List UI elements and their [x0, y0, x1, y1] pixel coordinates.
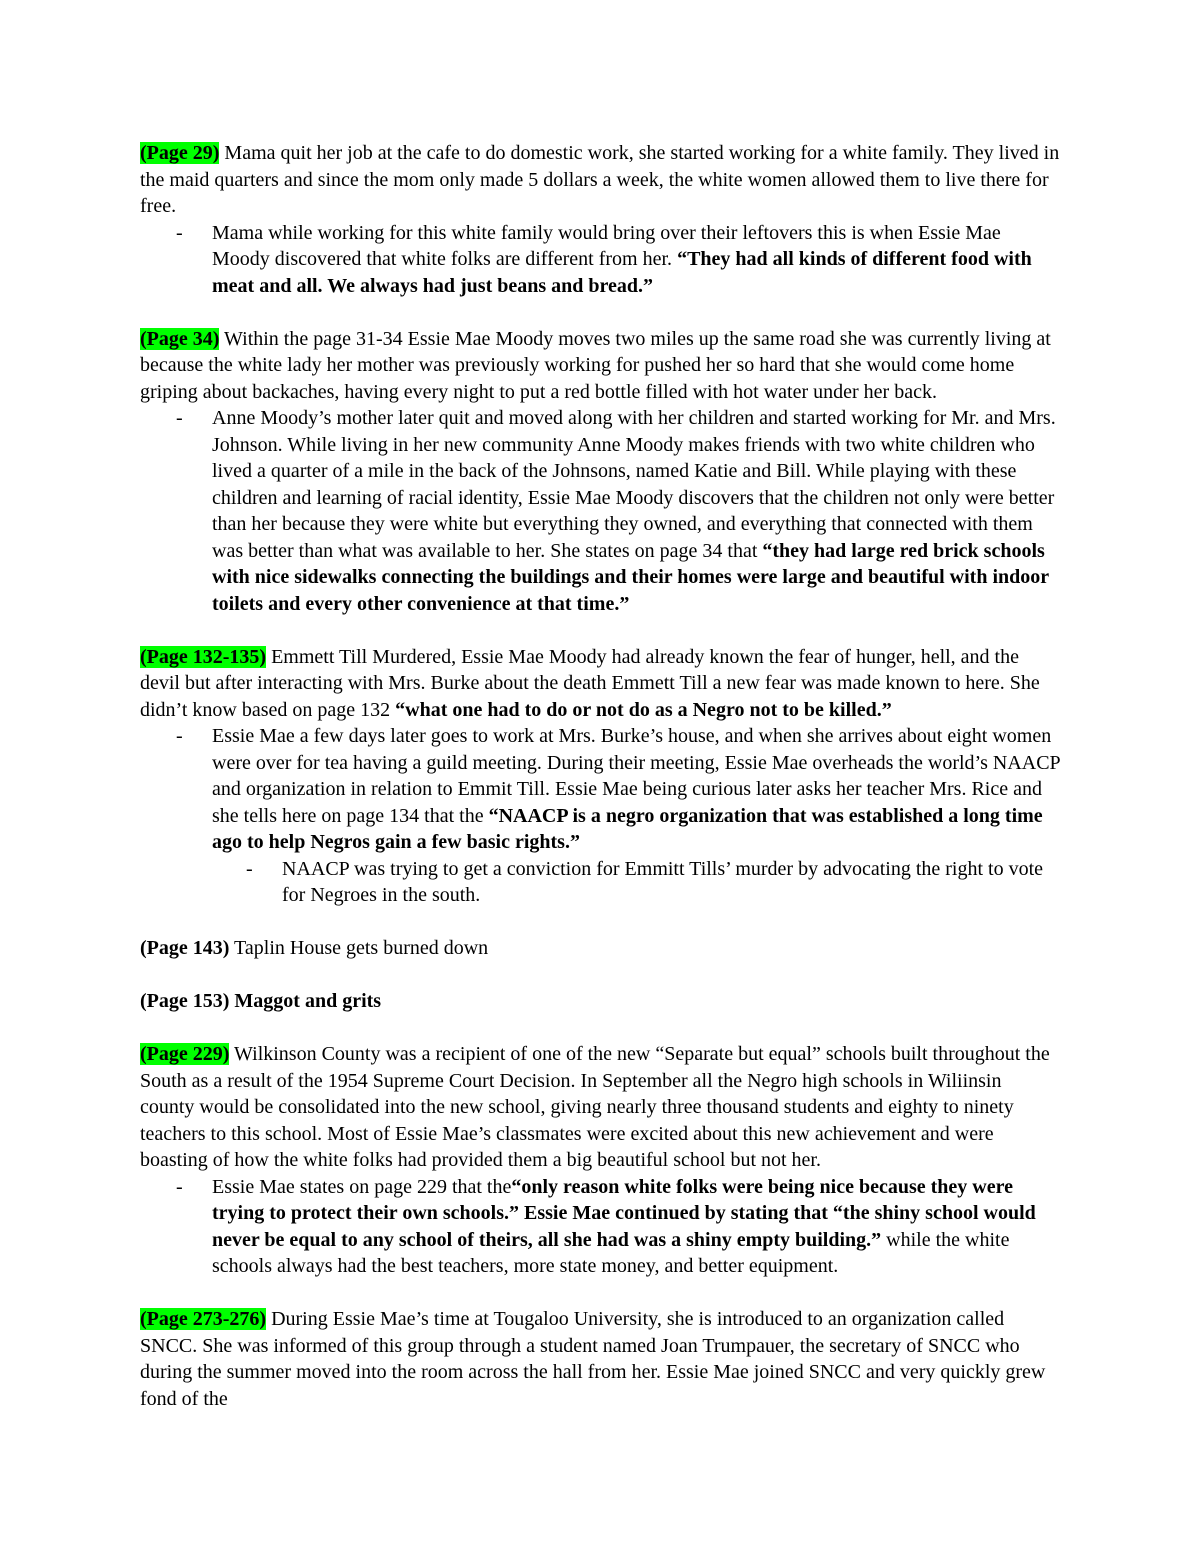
- paragraph-text: Taplin House gets burned down: [229, 937, 489, 959]
- bullet-list: [140, 723, 1060, 856]
- page-tag: (Page 29): [140, 142, 220, 164]
- paragraph-text: During Essie Mae’s time at Tougaloo University, she is introduced to an organization called SNCC. She was informed of this group through a student named Joan Trumpauer, the secretary of SNCC who during the summer moved into the room across the hall from her. Essie Mae joined SNCC and very quickly grew fond of the: [140, 1308, 1046, 1410]
- bullet-text: Mama while working for this white family would bring over their leftovers this is when Essie Mae Moody discovered that white folks are different from her.: [212, 221, 1001, 270]
- bullet-text: NAACP was trying to get a conviction for Emmitt Tills’ murder by advocating the right to vote for Negroes in the south.: [282, 857, 1044, 906]
- bullet-list: [140, 405, 1060, 617]
- bold-quote: “only reason white folks were being nice because they were trying to protect their own schools.” Essie Mae continued by stating that “the shiny school would never be equal to any school of theirs, all she had was a shiny empty building.”: [212, 1175, 1036, 1251]
- note-page-143: [140, 935, 1060, 962]
- paragraph: [140, 140, 1060, 220]
- paragraph: [140, 1041, 1060, 1174]
- paragraph: [140, 326, 1060, 406]
- bold-quote: “NAACP is a negro organization that was established a long time ago to help Negros gain a few basic rights.”: [212, 804, 1043, 853]
- bullet-list: [140, 220, 1060, 300]
- note-page-153: [140, 988, 1060, 1015]
- paragraph-text: Emmett Till Murdered, Essie Mae Moody had already known the fear of hunger, hell, and the devil but after interacting with Mrs. Burke about the death Emmett Till a new fear was made known to here. She didn’t know based on page 132: [140, 645, 1040, 721]
- paragraph-text: Within the page 31-34 Essie Mae Moody moves two miles up the same road she was currently living at because the white lady her mother was previously working for pushed her so hard that she would come home griping about backaches, having every night to put a red bottle filled with hot water under her back.: [140, 327, 1051, 403]
- sub-bullet-item: [140, 856, 1060, 909]
- note-page-29: [140, 140, 1060, 299]
- bullet-text: Essie Mae states on page 229 that the: [212, 1175, 512, 1198]
- bold-quote: “they had large red brick schools with nice sidewalks connecting the buildings and their homes were large and beautiful with indoor toilets and every other convenience at that time.”: [212, 539, 1049, 615]
- bold-quote: “what one had to do or not do as a Negro not to be killed.”: [395, 698, 892, 721]
- paragraph-text: Mama quit her job at the cafe to do domestic work, she started working for a white family. They lived in the maid quarters and since the mom only made 5 dollars a week, the white women allowed them to live there for free.: [140, 142, 1060, 217]
- bullet-item: [140, 723, 1060, 856]
- bullet-text-after: while the white schools always had the best teachers, more state money, and better equipment.: [212, 1228, 1010, 1277]
- bullet-text: Anne Moody’s mother later quit and moved along with her children and started working for Mr. and Mrs. Johnson. While living in her new community Anne Moody makes friends with two white children who lived a quarter of a mile in the back of the Johnsons, named Katie and Bill. While playing with these children and learning of racial identity, Essie Mae Moody discovers that the children not only were better than her because they were white but everything they owned, and everything that connected with them was better than what was available to her. She states on page 34 that: [212, 407, 1056, 562]
- bullet-list: [140, 1174, 1060, 1280]
- note-page-273-276: [140, 1306, 1060, 1412]
- paragraph: [140, 1306, 1060, 1412]
- paragraph: [140, 935, 1060, 962]
- page-tag: (Page 34): [140, 327, 220, 350]
- note-page-229: [140, 1041, 1060, 1280]
- bullet-item: [140, 1174, 1060, 1280]
- page-tag: (Page 132-135): [140, 645, 267, 668]
- bullet-item: [140, 220, 1060, 300]
- page-tag: (Page 273-276): [140, 1308, 267, 1330]
- bullet-text: Essie Mae a few days later goes to work at Mrs. Burke’s house, and when she arrives about eight women were over for tea having a guild meeting. During their meeting, Essie Mae overheads the world’s NAACP and organization in relation to Emmit Till. Essie Mae being curious later asks her teacher Mrs. Rice and she tells here on page 134 that the: [212, 725, 1060, 827]
- paragraph: [140, 644, 1060, 724]
- page-tag: (Page 143): [140, 937, 230, 959]
- page-tag: (Page 153) Maggot and grits: [140, 990, 382, 1012]
- paragraph-text: Wilkinson County was a recipient of one of the new “Separate but equal” schools built throughout the South as a result of the 1954 Supreme Court Decision. In September all the Negro high schools in Wiliinsin county would be consolidated into the new school, giving nearly three thousand students and eighty to ninety teachers to this school. Most of Essie Mae’s classmates were excited about this new achievement and were boasting of how the white folks had provided them a big beautiful school but not her.: [140, 1043, 1050, 1171]
- page-tag: (Page 229): [140, 1043, 230, 1065]
- note-page-132-135: [140, 644, 1060, 909]
- note-page-34: [140, 326, 1060, 618]
- paragraph: [140, 988, 1060, 1015]
- bullet-item: [140, 405, 1060, 617]
- bold-quote: “They had all kinds of different food with meat and all. We always had just beans and bread.”: [212, 248, 1032, 297]
- sub-bullet-list: [140, 856, 1060, 909]
